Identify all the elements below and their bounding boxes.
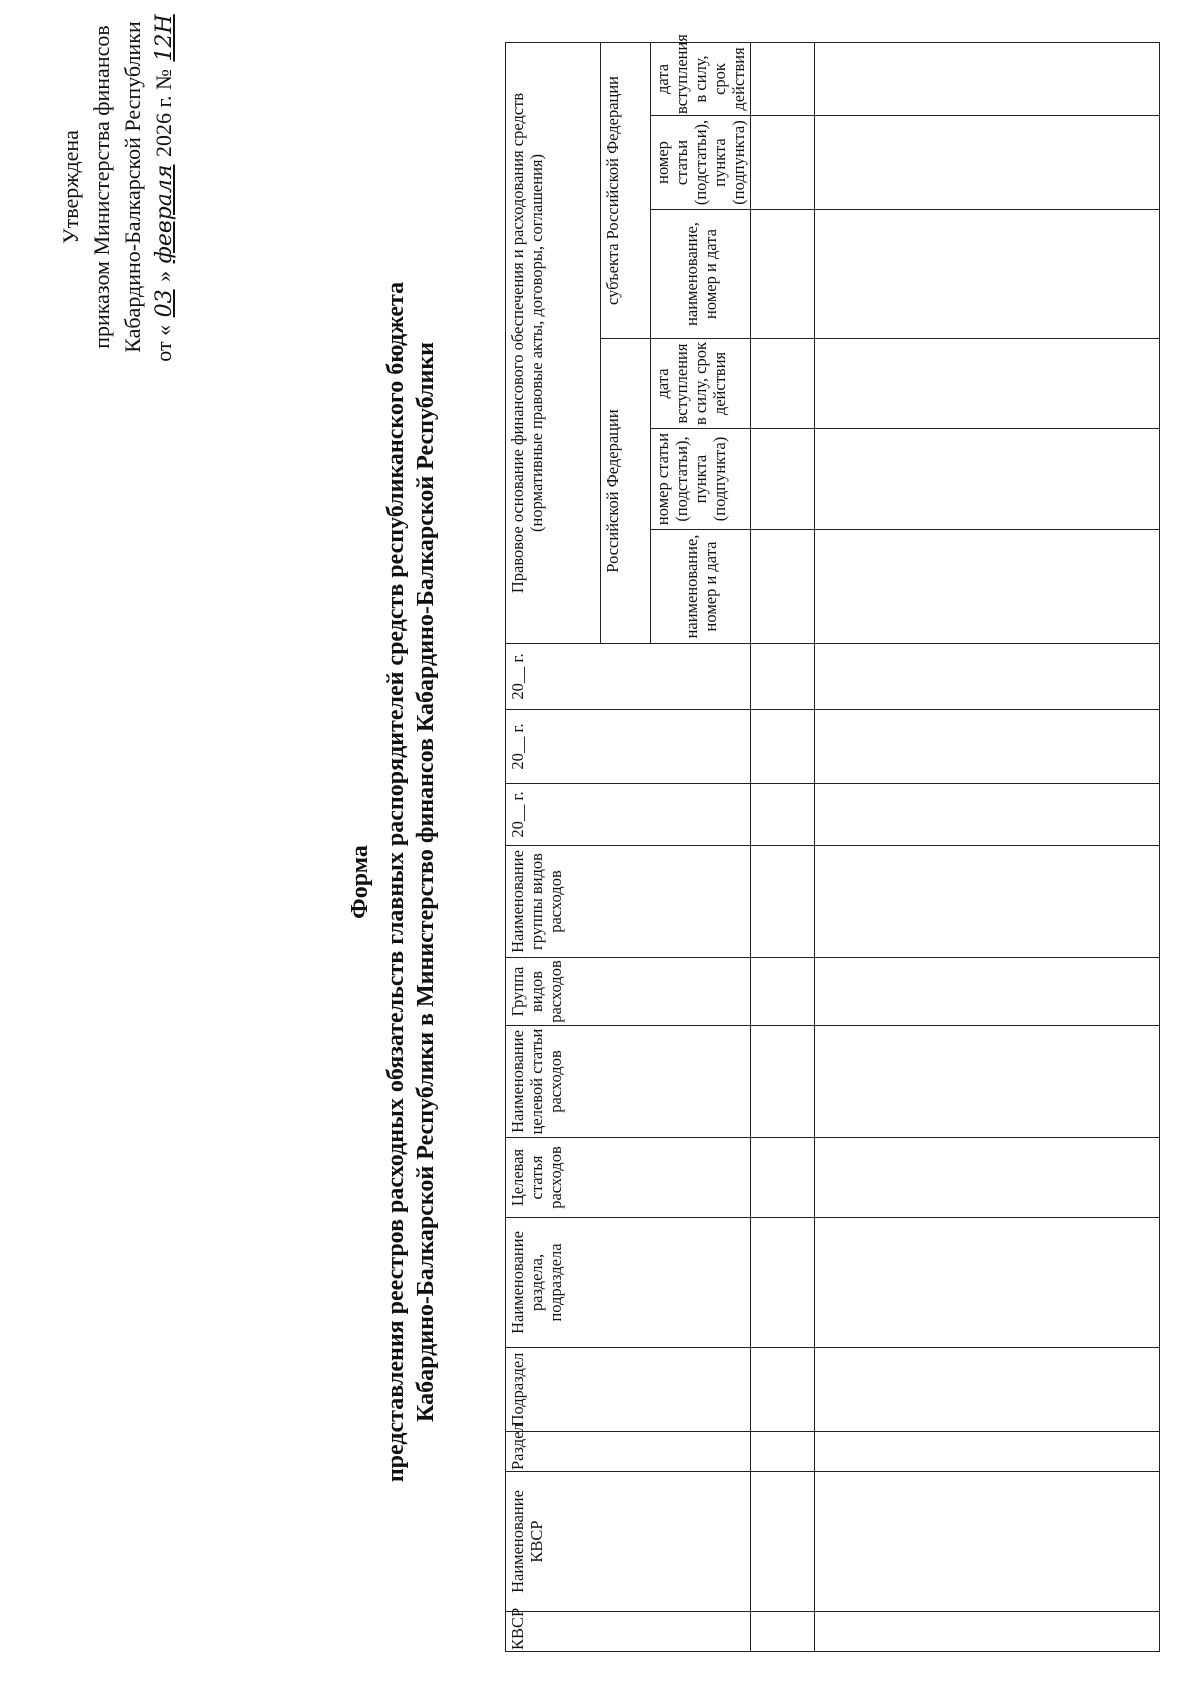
approval-line-3: Кабардино-Балкарской Республики [120,21,145,353]
header-legal-basis: Правовое основание финансового обеспечения и расходования средств (нормативные правовые акты, договоры, соглашения) [506,42,601,643]
year-text: 2026 г. № [151,69,176,158]
table-cell [751,846,815,958]
table-cell [815,1432,1160,1472]
header-subsection: Подраздел [506,1348,751,1432]
header-target-item: Целевая статья расходов [506,1138,751,1218]
table-cell [815,1472,1160,1612]
table-cell [751,1218,815,1348]
header-subject-effective-date: дата вступления в силу, срок действия [651,42,751,115]
table-cell [815,210,1160,339]
handwritten-month: февраля [152,164,177,264]
table-cell [815,1138,1160,1218]
table-cell [751,1472,815,1612]
table-cell [815,530,1160,644]
date-prefix: от « [151,324,176,362]
table-cell [751,116,815,210]
table-row [815,42,1160,1651]
approval-line-1: Утверждена [58,130,83,244]
table-cell [815,429,1160,530]
table-cell [815,1026,1160,1138]
header-year-1: 20__ г. [506,784,751,846]
header-section: Раздел [506,1432,751,1472]
header-rf-effective-date: дата вступления в силу, срок действия [651,339,751,429]
header-subject-article-number: номер статьи (подстатьи), пункта (подпункта) [651,116,751,210]
header-expense-group: Группа видов расходов [506,958,751,1026]
table-cell [751,1612,815,1652]
table-cell [815,958,1160,1026]
header-year-2: 20__ г. [506,710,751,784]
header-subject-rf: субъекта Российской Федерации [601,42,651,338]
table-cell [751,1348,815,1432]
header-section-name: Наименование раздела, подраздела [506,1218,751,1348]
table-cell [815,1612,1160,1652]
title-form: Форма [347,845,373,919]
header-rf-name-number-date: наименование, номер и дата [651,530,751,644]
table-cell [751,1138,815,1218]
date-mid: » [151,270,176,282]
table-cell [815,42,1160,115]
table-cell [751,1432,815,1472]
approval-date-line [148,0,180,397]
table-cell [751,42,815,115]
header-year-3: 20__ г. [506,644,751,710]
table-cell [815,1218,1160,1348]
table-cell [751,710,815,784]
table-cell [815,784,1160,846]
header-target-item-name: Наименование целевой статьи расходов [506,1026,751,1138]
table-cell [751,1026,815,1138]
handwritten-day: 03 [152,289,177,318]
approval-line-2: приказом Министерства финансов [89,25,114,349]
table-cell [751,429,815,530]
register-table [505,34,1160,1652]
approval-stamp [55,0,180,397]
table-cell [751,644,815,710]
table-cell [815,339,1160,429]
header-expense-group-name: Наименование группы видов расходов [506,846,751,958]
table-cell [815,116,1160,210]
table-cell [751,958,815,1026]
header-rf-article-number: номер статьи (подстатьи), пункта (подпункта) [651,429,751,530]
title-line-2: представления реестров расходных обязательств главных распорядителей средств республиканского бюджета [383,281,409,1483]
header-kvsr-name: Наименование КВСР [506,1472,751,1612]
table-cell [815,710,1160,784]
table-cell [815,644,1160,710]
table-cell [751,530,815,644]
handwritten-number: 12Н [152,14,177,62]
table-cell [815,1348,1160,1432]
title-line-3: Кабардино-Балкарской Республики в Министерство финансов Кабардино-Балкарской Республики [413,342,439,1422]
table-cell [751,784,815,846]
table-cell [751,339,815,429]
table-row [751,42,815,1651]
header-subject-name-number-date: наименование, номер и дата [651,210,751,339]
table-cell [751,210,815,339]
header-rf: Российской Федерации [601,339,651,644]
table-cell [815,846,1160,958]
header-kvsr: КВСР [506,1612,751,1652]
document-title [345,157,441,1607]
